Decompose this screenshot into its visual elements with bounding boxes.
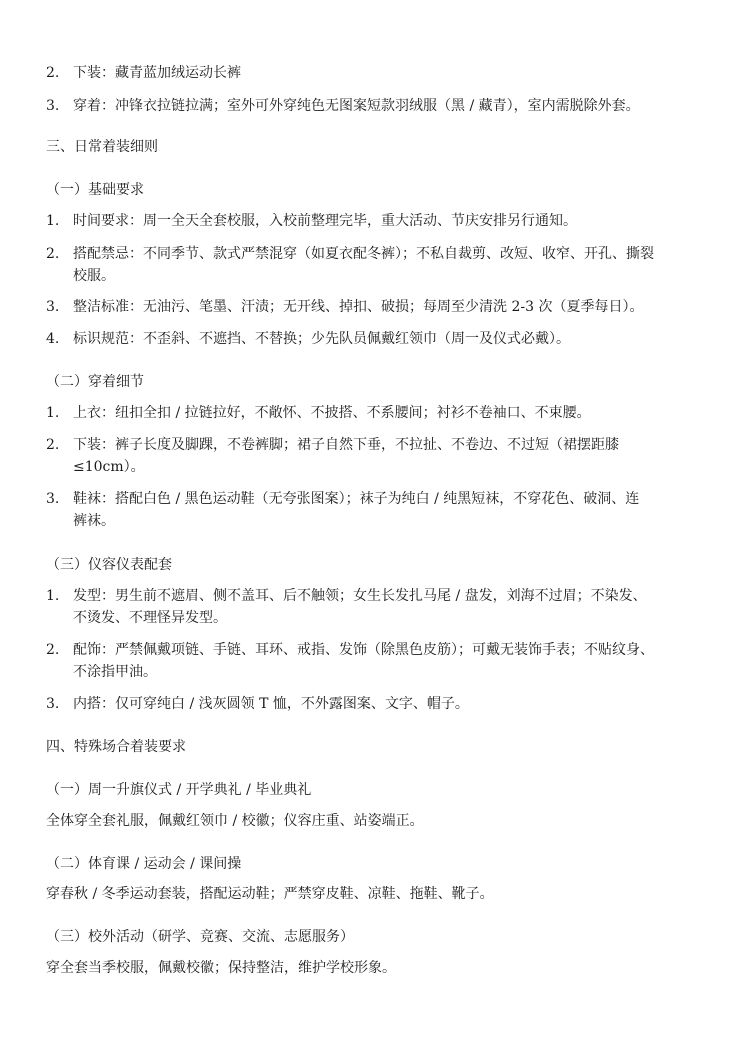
item-text: 发型：男生前不遮眉、侧不盖耳、后不触领；女生长发扎马尾 / 盘发，刘海不过眉；不染发、	[73, 588, 647, 604]
item-number: 1.	[46, 588, 60, 604]
item-number: 2.	[46, 246, 60, 262]
item-text: 下装：藏青蓝加绒运动长裤	[73, 65, 241, 81]
item-number: 3.	[46, 299, 60, 315]
list-item	[46, 297, 706, 317]
list-item	[46, 489, 706, 509]
paragraph: 穿全套当季校服，佩戴校徽；保持整洁，维护学校形象。	[46, 960, 396, 976]
item-text-continued: 裤袜。	[73, 513, 115, 529]
item-number: 3.	[46, 491, 60, 507]
list-item	[46, 63, 706, 83]
item-number: 2.	[46, 642, 60, 658]
subsection-heading: （三）仪容仪表配套	[46, 557, 172, 573]
list-item	[46, 96, 706, 116]
item-text-continued: ≤10cm）。	[73, 459, 145, 475]
subsection-heading: （二）体育课 / 运动会 / 课间操	[46, 856, 242, 872]
item-text: 上衣：纽扣全扣 / 拉链拉好，不敞怀、不披搭、不系腰间；衬衫不卷袖口、不束腰。	[73, 405, 591, 421]
list-item	[46, 403, 706, 423]
item-number: 1.	[46, 213, 60, 229]
paragraph: 全体穿全套礼服，佩戴红领巾 / 校徽；仪容庄重、站姿端正。	[46, 813, 424, 829]
subsection-heading: （三）校外活动（研学、竞赛、交流、志愿服务）	[46, 929, 354, 945]
list-item	[46, 211, 706, 231]
item-number: 3.	[46, 98, 60, 114]
item-number: 2.	[46, 65, 60, 81]
item-text: 鞋袜：搭配白色 / 黑色运动鞋（无夸张图案）；袜子为纯白 / 纯黑短袜，不穿花色、破洞、连	[73, 491, 640, 507]
list-item	[46, 694, 706, 714]
item-text: 标识规范：不歪斜、不遮挡、不替换；少先队员佩戴红领巾（周一及仪式必戴）。	[73, 331, 570, 347]
list-item	[46, 329, 706, 349]
item-number: 2.	[46, 437, 60, 453]
item-text-continued: 不涂指甲油。	[73, 664, 157, 680]
list-item	[46, 244, 706, 264]
item-number: 4.	[46, 331, 60, 347]
section-heading: 三、日常着装细则	[46, 139, 158, 155]
item-text: 穿着：冲锋衣拉链拉满；室外可外穿纯色无图案短款羽绒服（黑 / 藏青），室内需脱除外套。	[73, 98, 640, 114]
list-item	[46, 435, 706, 455]
item-text: 搭配禁忌：不同季节、款式严禁混穿（如夏衣配冬裤）；不私自裁剪、改短、收窄、开孔、撕裂	[73, 246, 654, 262]
item-text: 时间要求：周一全天全套校服，入校前整理完毕，重大活动、节庆安排另行通知。	[73, 213, 577, 229]
subsection-heading: （一）周一升旗仪式 / 开学典礼 / 毕业典礼	[46, 782, 312, 798]
item-number: 3.	[46, 696, 60, 712]
list-item	[46, 586, 706, 606]
subsection-heading: （二）穿着细节	[46, 374, 144, 390]
item-text: 整洁标准：无油污、笔墨、汗渍；无开线、掉扣、破损；每周至少清洗 2-3 次（夏季每日）。	[73, 299, 644, 315]
paragraph: 穿春秋 / 冬季运动套装，搭配运动鞋；严禁穿皮鞋、凉鞋、拖鞋、靴子。	[46, 886, 494, 902]
list-item	[46, 640, 706, 660]
item-text-continued: 不烫发、不理怪异发型。	[73, 610, 227, 626]
subsection-heading: （一）基础要求	[46, 182, 144, 198]
section-heading: 四、特殊场合着装要求	[46, 739, 186, 755]
item-text: 下装：裤子长度及脚踝，不卷裤脚；裙子自然下垂，不拉扯、不卷边、不过短（裙摆距膝	[73, 437, 619, 453]
item-text: 内搭：仅可穿纯白 / 浅灰圆领 T 恤，不外露图案、文字、帽子。	[73, 696, 469, 712]
item-text: 配饰：严禁佩戴项链、手链、耳环、戒指、发饰（除黑色皮筋）；可戴无装饰手表；不贴纹身、	[73, 642, 654, 658]
item-number: 1.	[46, 405, 60, 421]
item-text-continued: 校服。	[73, 268, 115, 284]
